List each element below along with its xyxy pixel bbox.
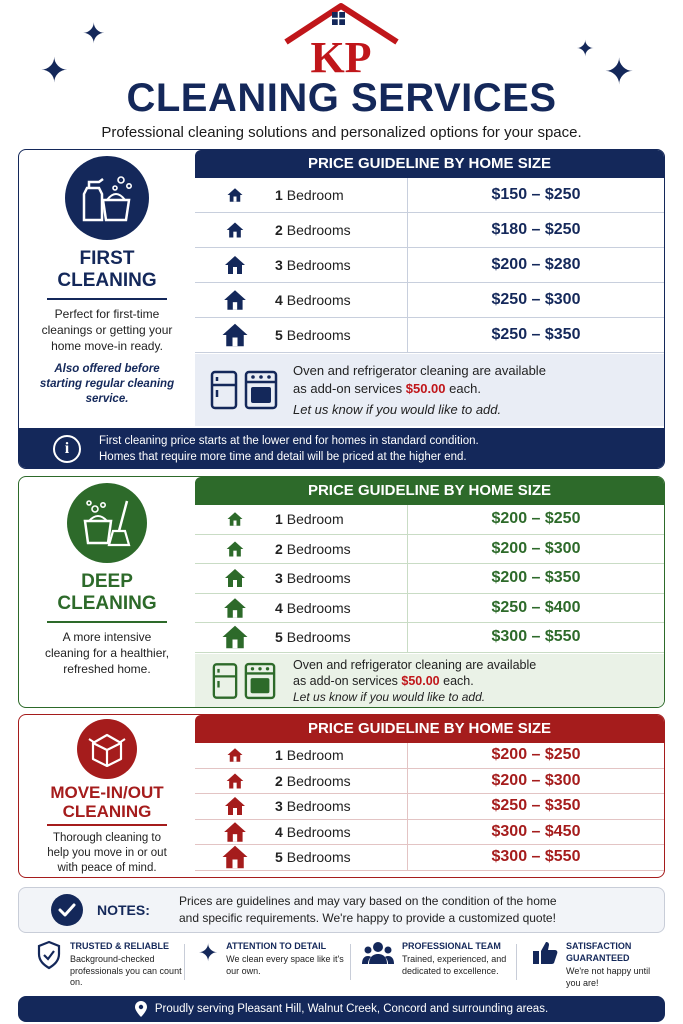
sparkle-icon: ✦: [40, 52, 69, 90]
deep-addon-box: [195, 654, 664, 707]
price-range: $250 – $350: [407, 794, 664, 819]
moving-box-icon: [77, 719, 137, 779]
feature-trusted: [36, 940, 186, 989]
info-icon: i: [53, 435, 81, 463]
house-icon-cell: [195, 746, 275, 764]
footer-text: Proudly serving Pleasant Hill, Walnut Creek, Concord and surrounding areas.: [154, 1003, 549, 1015]
addon-line1: Oven and refrigerator cleaning are available: [293, 657, 537, 672]
oven-icon: [244, 370, 278, 410]
first-price-header: PRICE GUIDELINE BY HOME SIZE: [195, 150, 664, 178]
bucket-broom-icon: [67, 483, 147, 563]
house-icon-cell: [195, 539, 275, 559]
notes-box: [18, 887, 665, 933]
house-icon: [226, 186, 244, 204]
feature-divider: [350, 944, 351, 980]
bedroom-label: 1 Bedroom: [275, 187, 344, 203]
addon-line1: Oven and refrigerator cleaning are available: [293, 362, 546, 378]
bedroom-label: 2 Bedrooms: [275, 540, 351, 557]
price-range: $200 – $350: [407, 564, 664, 593]
price-range: $300 – $450: [407, 820, 664, 845]
feature-detail: [198, 940, 348, 977]
addon-pre: as add-on services: [293, 673, 398, 688]
bedroom-label: 4 Bedrooms: [275, 292, 351, 308]
sparkle-icon: ✦: [82, 18, 106, 49]
addon-post: each.: [449, 380, 481, 396]
house-icon-cell: [195, 771, 275, 791]
house-icon: [223, 253, 247, 277]
first-cleaning-info: [19, 150, 195, 407]
price-range: $200 – $250: [407, 743, 664, 768]
price-range: $200 – $300: [407, 535, 664, 564]
notes-label: NOTES:: [97, 902, 150, 918]
shield-check-icon: [36, 940, 62, 970]
price-range: $300 – $550: [407, 845, 664, 870]
first-addon-text: [293, 362, 546, 419]
first-description-italic: Also offered before starting regular cleaning service.: [39, 362, 175, 405]
addon-post: each.: [443, 673, 474, 688]
house-icon: [225, 220, 245, 240]
checkmark-icon: [51, 894, 83, 926]
feature-title: SATISFACTION GUARANTEED: [566, 941, 632, 963]
feature-desc: Background-checked professionals you can count on.: [70, 954, 182, 987]
price-row: [195, 248, 664, 283]
addon-italic: Let us know if you would like to add.: [293, 689, 486, 704]
notes-line1: Prices are guidelines and may vary based on the condition of the home: [179, 894, 557, 908]
price-row: [195, 505, 664, 535]
bedroom-label: 3 Bedrooms: [275, 798, 351, 815]
house-icon: [220, 320, 250, 350]
bedroom-label: 3 Bedrooms: [275, 570, 351, 587]
house-icon-cell: [195, 287, 275, 313]
addon-amount: $50.00: [401, 673, 440, 688]
deep-price-table: [195, 477, 664, 704]
first-price-table: [195, 150, 664, 417]
price-range: $200 – $280: [407, 248, 664, 282]
bedroom-label: 5 Bedrooms: [275, 629, 351, 646]
house-icon: [226, 746, 244, 764]
house-icon-cell: [195, 510, 275, 528]
thumbs-up-icon: [532, 940, 558, 966]
feature-title: PROFESSIONAL TEAM: [402, 941, 501, 951]
feature-title: ATTENTION TO DETAIL: [226, 941, 327, 951]
feature-desc: We're not happy until you are!: [566, 966, 651, 988]
spray-bucket-icon: [65, 156, 149, 240]
price-row: [195, 820, 664, 846]
location-pin-icon: [135, 1001, 147, 1017]
feature-divider: [516, 944, 517, 980]
house-icon-cell: [195, 794, 275, 818]
price-row: [195, 564, 664, 594]
move-cleaning-info: [19, 715, 195, 876]
deep-title-line1: DEEP: [81, 571, 133, 592]
addon-italic: Let us know if you would like to add.: [293, 401, 502, 417]
bedroom-label: 1 Bedroom: [275, 747, 344, 764]
page-subtitle: Professional cleaning solutions and personalized options for your space.: [101, 124, 582, 141]
first-description: Perfect for first-time cleanings or getting your home move-in ready.: [41, 306, 173, 353]
price-range: $300 – $550: [407, 623, 664, 652]
deep-addon-text: [293, 657, 536, 705]
deep-cleaning-section: [18, 476, 665, 708]
feature-team: [362, 940, 512, 977]
footer-bar: [18, 996, 665, 1022]
feature-desc: We clean every space like it's our own.: [226, 954, 344, 976]
house-icon: [222, 819, 248, 845]
house-icon: [220, 842, 250, 872]
first-title-line2: CLEANING: [57, 270, 157, 291]
move-title-line2: CLEANING: [62, 802, 152, 821]
fridge-icon: [210, 370, 238, 410]
house-icon-cell: [195, 253, 275, 277]
move-title-line1: MOVE-IN/OUT: [50, 783, 164, 802]
divider: [47, 298, 167, 300]
divider: [47, 824, 167, 826]
bedroom-label: 2 Bedrooms: [275, 222, 351, 238]
price-row: [195, 535, 664, 565]
sparkle-icon: ✦: [576, 36, 595, 61]
price-row: [195, 318, 664, 353]
price-row: [195, 845, 664, 871]
move-cleaning-section: [18, 714, 665, 878]
sparkle-icon: ✦: [604, 51, 635, 92]
addon-line2: [293, 380, 546, 398]
info-line1: First cleaning price starts at the lower end for homes in standard condition.: [99, 435, 479, 447]
feature-desc: Trained, experienced, and dedicated to excellence.: [402, 954, 507, 976]
addon-pre: as add-on services: [293, 380, 403, 396]
sparkle-icon: ✦: [198, 940, 219, 967]
appliance-icons: [195, 370, 293, 410]
price-row: [195, 743, 664, 769]
house-icon: [225, 539, 245, 559]
bedroom-label: 4 Bedrooms: [275, 599, 351, 616]
house-icon-cell: [195, 320, 275, 350]
addon-amount: $50.00: [405, 380, 446, 396]
price-range: $180 – $250: [407, 213, 664, 247]
house-icon: [222, 595, 248, 621]
deep-price-header: PRICE GUIDELINE BY HOME SIZE: [195, 477, 664, 505]
feature-divider: [184, 944, 185, 980]
price-row: [195, 594, 664, 624]
move-price-header: PRICE GUIDELINE BY HOME SIZE: [195, 715, 664, 743]
bedroom-label: 5 Bedrooms: [275, 327, 351, 343]
kp-logo: [278, 0, 405, 78]
bedroom-label: 5 Bedrooms: [275, 849, 351, 866]
logo-text: KP: [310, 33, 372, 78]
first-info-bar: [19, 428, 665, 469]
first-cleaning-section: [18, 149, 665, 469]
feature-title: TRUSTED & RELIABLE: [70, 941, 169, 951]
house-icon: [225, 771, 245, 791]
price-row: [195, 213, 664, 248]
house-icon: [226, 510, 244, 528]
house-icon-cell: [195, 842, 275, 872]
deep-description: A more intensive cleaning for a healthier, refreshed home.: [44, 629, 170, 676]
price-row: [195, 283, 664, 318]
deep-cleaning-info: [19, 477, 195, 677]
price-row: [195, 623, 664, 653]
house-icon-cell: [195, 566, 275, 590]
bedroom-label: 1 Bedroom: [275, 511, 344, 528]
info-line2: Homes that require more time and detail will be priced at the higher end.: [99, 451, 467, 463]
price-row: [195, 794, 664, 820]
house-icon-cell: [195, 186, 275, 204]
house-icon: [223, 566, 247, 590]
price-row: [195, 178, 664, 213]
divider: [47, 621, 167, 623]
house-icon: [222, 287, 248, 313]
price-range: $150 – $250: [407, 178, 664, 212]
price-range: $200 – $250: [407, 505, 664, 534]
house-icon: [223, 794, 247, 818]
price-range: $200 – $300: [407, 769, 664, 794]
price-range: $250 – $300: [407, 283, 664, 317]
bedroom-label: 4 Bedrooms: [275, 823, 351, 840]
fridge-icon: [212, 662, 238, 700]
first-title-line1: FIRST: [79, 248, 135, 269]
feature-guarantee: [532, 940, 662, 989]
bedroom-label: 3 Bedrooms: [275, 257, 351, 273]
notes-line2: and specific requirements. We're happy to provide a customized quote!: [179, 911, 556, 925]
house-icon-cell: [195, 622, 275, 652]
addon-line2: [293, 673, 536, 689]
bedroom-label: 2 Bedrooms: [275, 772, 351, 789]
house-icon-cell: [195, 595, 275, 621]
appliance-icons: [195, 662, 293, 700]
house-icon: [220, 622, 250, 652]
house-icon-cell: [195, 220, 275, 240]
price-range: $250 – $350: [407, 318, 664, 352]
house-icon-cell: [195, 819, 275, 845]
price-row: [195, 769, 664, 795]
team-icon: [362, 940, 394, 966]
page-title: CLEANING SERVICES: [126, 76, 557, 120]
oven-icon: [244, 662, 276, 700]
first-addon-box: [195, 354, 664, 426]
price-range: $250 – $400: [407, 594, 664, 623]
move-description: Thorough cleaning to help you move in or out with peace of mind.: [47, 831, 167, 874]
deep-title-line2: CLEANING: [57, 593, 157, 614]
move-price-table: [195, 715, 664, 871]
